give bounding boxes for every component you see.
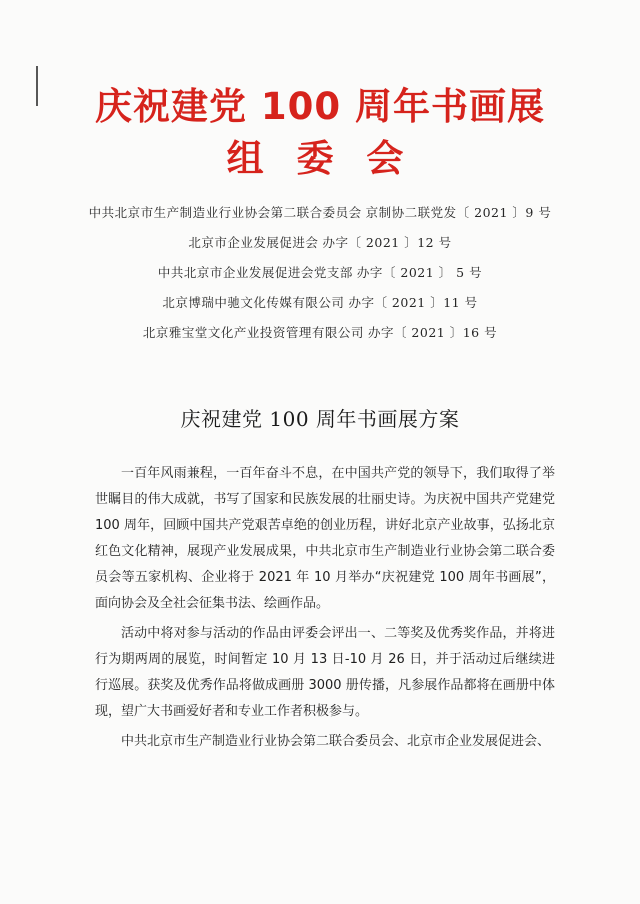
organizer-name: 中共北京市企业发展促进会党支部 [157,265,353,280]
organizer-line [0,258,640,288]
organizer-line [0,288,640,318]
masthead-title: 庆祝建党 100 周年书画展 [95,85,545,128]
organizer-list [0,198,640,348]
body-paragraph: 活动中将对参与活动的作品由评委会评出一、二等奖及优秀奖作品，并将进行为期两周的展览，时间暂定 10 月 13 日-10 月 26 日，并于活动过后继续进行巡展。获奖及优秀作品将做成画册 3000 册传播，凡参展作品都将在画册中体现，望广大书画爱好者和专业工作者积极参与。 [95,626,555,719]
document-title: 庆祝建党 100 周年书画展方案 [180,407,460,431]
organizer-line [0,318,640,348]
document-number: 京制协二联党发〔 2021 〕9 号 [365,205,552,220]
document-number: 办字〔 2021 〕12 号 [322,235,452,250]
masthead-subtitle: 组 委 会 [226,137,414,180]
body-paragraph: 一百年风雨兼程，一百年奋斗不息，在中国共产党的领导下，我们取得了举世瞩目的伟大成就，书写了国家和民族发展的壮丽史诗。为庆祝中国共产党建党 100 周年，回顾中国共产党艰苦卓绝的创业历程，讲好北京产业故事，弘扬北京红色文化精神，展现产业发展成果，中共北京市生产制造业行业协会第二联合委员会等五家机构、企业将于 2021 年 10 月举办“庆祝建党 100 周年书画展”，面向协会及全社会征集书法、绘画作品。 [95,466,555,611]
document-number: 办字〔 2021 〕11 号 [348,295,478,310]
organizer-name: 北京雅宝堂文化产业投资管理有限公司 [142,325,364,340]
organizer-line [0,228,640,258]
organizer-name: 中共北京市生产制造业行业协会第二联合委员会 [88,205,362,220]
organizer-name: 北京市企业发展促进会 [188,235,319,250]
organizer-name: 北京博瑞中驰文化传媒有限公司 [162,295,345,310]
document-number: 办字〔 2021 〕 5 号 [356,265,483,280]
document-body [95,461,555,759]
organizer-line [0,198,640,228]
body-paragraph: 中共北京市生产制造业行业协会第二联合委员会、北京市企业发展促进会、 [121,734,551,749]
document-number: 办字〔 2021 〕16 号 [367,325,498,340]
